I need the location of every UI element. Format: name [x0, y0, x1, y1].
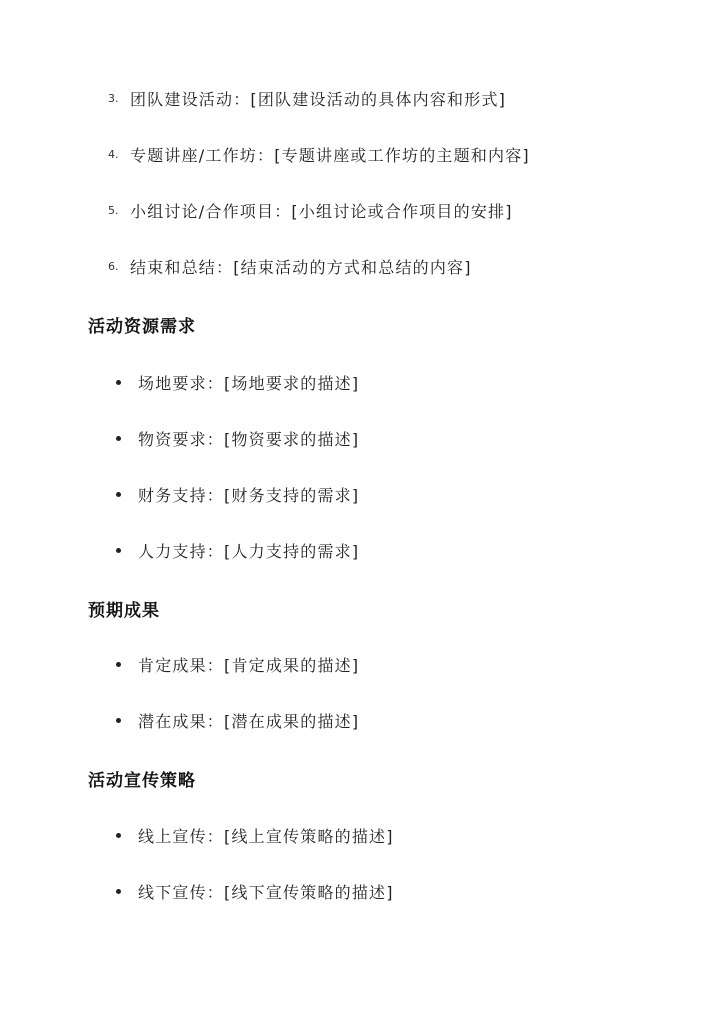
- bullet-item: [108, 651, 359, 677]
- item-text: 专题讲座/工作坊：[专题讲座或工作坊的主题和内容]: [130, 145, 530, 165]
- item-number: 3.: [108, 91, 119, 105]
- numbered-item: [108, 253, 472, 279]
- bullet-icon: [116, 492, 121, 497]
- item-number: 6.: [108, 259, 119, 273]
- item-text: 团队建设活动：[团队建设活动的具体内容和形式]: [130, 89, 507, 109]
- bullet-item: [108, 369, 359, 395]
- bullet-text: 场地要求：[场地要求的描述]: [138, 373, 360, 393]
- bullet-icon: [116, 548, 121, 553]
- bullet-item: [108, 537, 359, 563]
- bullet-item: [108, 822, 394, 848]
- numbered-item: [108, 141, 530, 167]
- bullet-icon: [116, 718, 121, 723]
- bullet-text: 财务支持：[财务支持的需求]: [138, 485, 360, 505]
- section-heading-outcomes: 预期成果: [88, 601, 160, 621]
- bullet-text: 潜在成果：[潜在成果的描述]: [138, 711, 360, 731]
- bullet-item: [108, 425, 359, 451]
- bullet-icon: [116, 662, 121, 667]
- bullet-text: 人力支持：[人力支持的需求]: [138, 541, 360, 561]
- bullet-text: 线上宣传：[线上宣传策略的描述]: [138, 826, 394, 846]
- item-text: 小组讨论/合作项目：[小组讨论或合作项目的安排]: [130, 201, 513, 221]
- bullet-text: 线下宣传：[线下宣传策略的描述]: [138, 882, 394, 902]
- bullet-text: 肯定成果：[肯定成果的描述]: [138, 655, 360, 675]
- section-heading-resources: 活动资源需求: [88, 317, 196, 337]
- item-number: 4.: [108, 147, 119, 161]
- bullet-item: [108, 481, 359, 507]
- numbered-item: [108, 197, 513, 223]
- bullet-icon: [116, 436, 121, 441]
- bullet-icon: [116, 833, 121, 838]
- bullet-item: [108, 878, 394, 904]
- bullet-text: 物资要求：[物资要求的描述]: [138, 429, 360, 449]
- numbered-item: [108, 85, 506, 111]
- bullet-item: [108, 707, 359, 733]
- item-text: 结束和总结：[结束活动的方式和总结的内容]: [130, 257, 472, 277]
- bullet-icon: [116, 889, 121, 894]
- item-number: 5.: [108, 203, 119, 217]
- section-heading-promotion: 活动宣传策略: [88, 771, 196, 791]
- bullet-icon: [116, 380, 121, 385]
